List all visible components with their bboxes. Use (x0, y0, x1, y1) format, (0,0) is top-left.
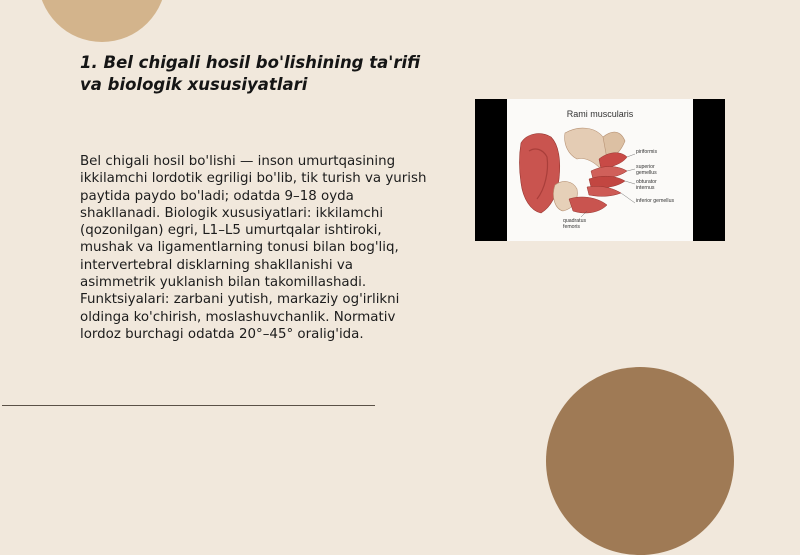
label-inferior-gemellus: inferior gemellus (636, 198, 675, 204)
anatomy-image (475, 99, 725, 241)
slide-title-line-1: 1. Bel chigali hosil bo'lishining ta'rifi (80, 53, 421, 72)
label-piriformis: piriformis (636, 149, 658, 155)
anatomy-image-content (507, 99, 693, 241)
image-title: Rami muscularis (566, 109, 634, 119)
label-obturator-internus: obturator internus (636, 179, 657, 191)
divider-line (2, 405, 375, 406)
label-superior-gemellus: superior gemellus (636, 164, 657, 176)
decorative-circle-bottom (546, 367, 734, 555)
label-quadratus-femoris: quadratus femoris (563, 218, 587, 230)
slide-body-text: Bel chigali hosil bo'lishi — inson umurtqasining ikkilamchi lordotik egriligi bo'lib, tik turish va yurish paytida paydo bo'ladi; odatda 9–18 oyda shakllanadi. Biologik xususiyatlari: ikkilamchi (qozonilgan) egri, L1–L5 umurtqalar ishtiroki, mushak va ligamentlarning tonusi bilan bog'liq, intervertebral disklarning shakllanishi va asimmetrik yuklanish bilan takomillashadi. Funktsiyalari: zarbani yutish, markaziy og'irlikni oldinga ko'chirish, moslashuvchanlik. Normativ lordoz burchagi odatda 20°–45° oralig'ida. (80, 154, 427, 342)
slide-title-line-2: va biologik xususiyatlari (80, 75, 308, 94)
decorative-circle-top (38, 0, 166, 42)
slide-title (80, 52, 440, 96)
